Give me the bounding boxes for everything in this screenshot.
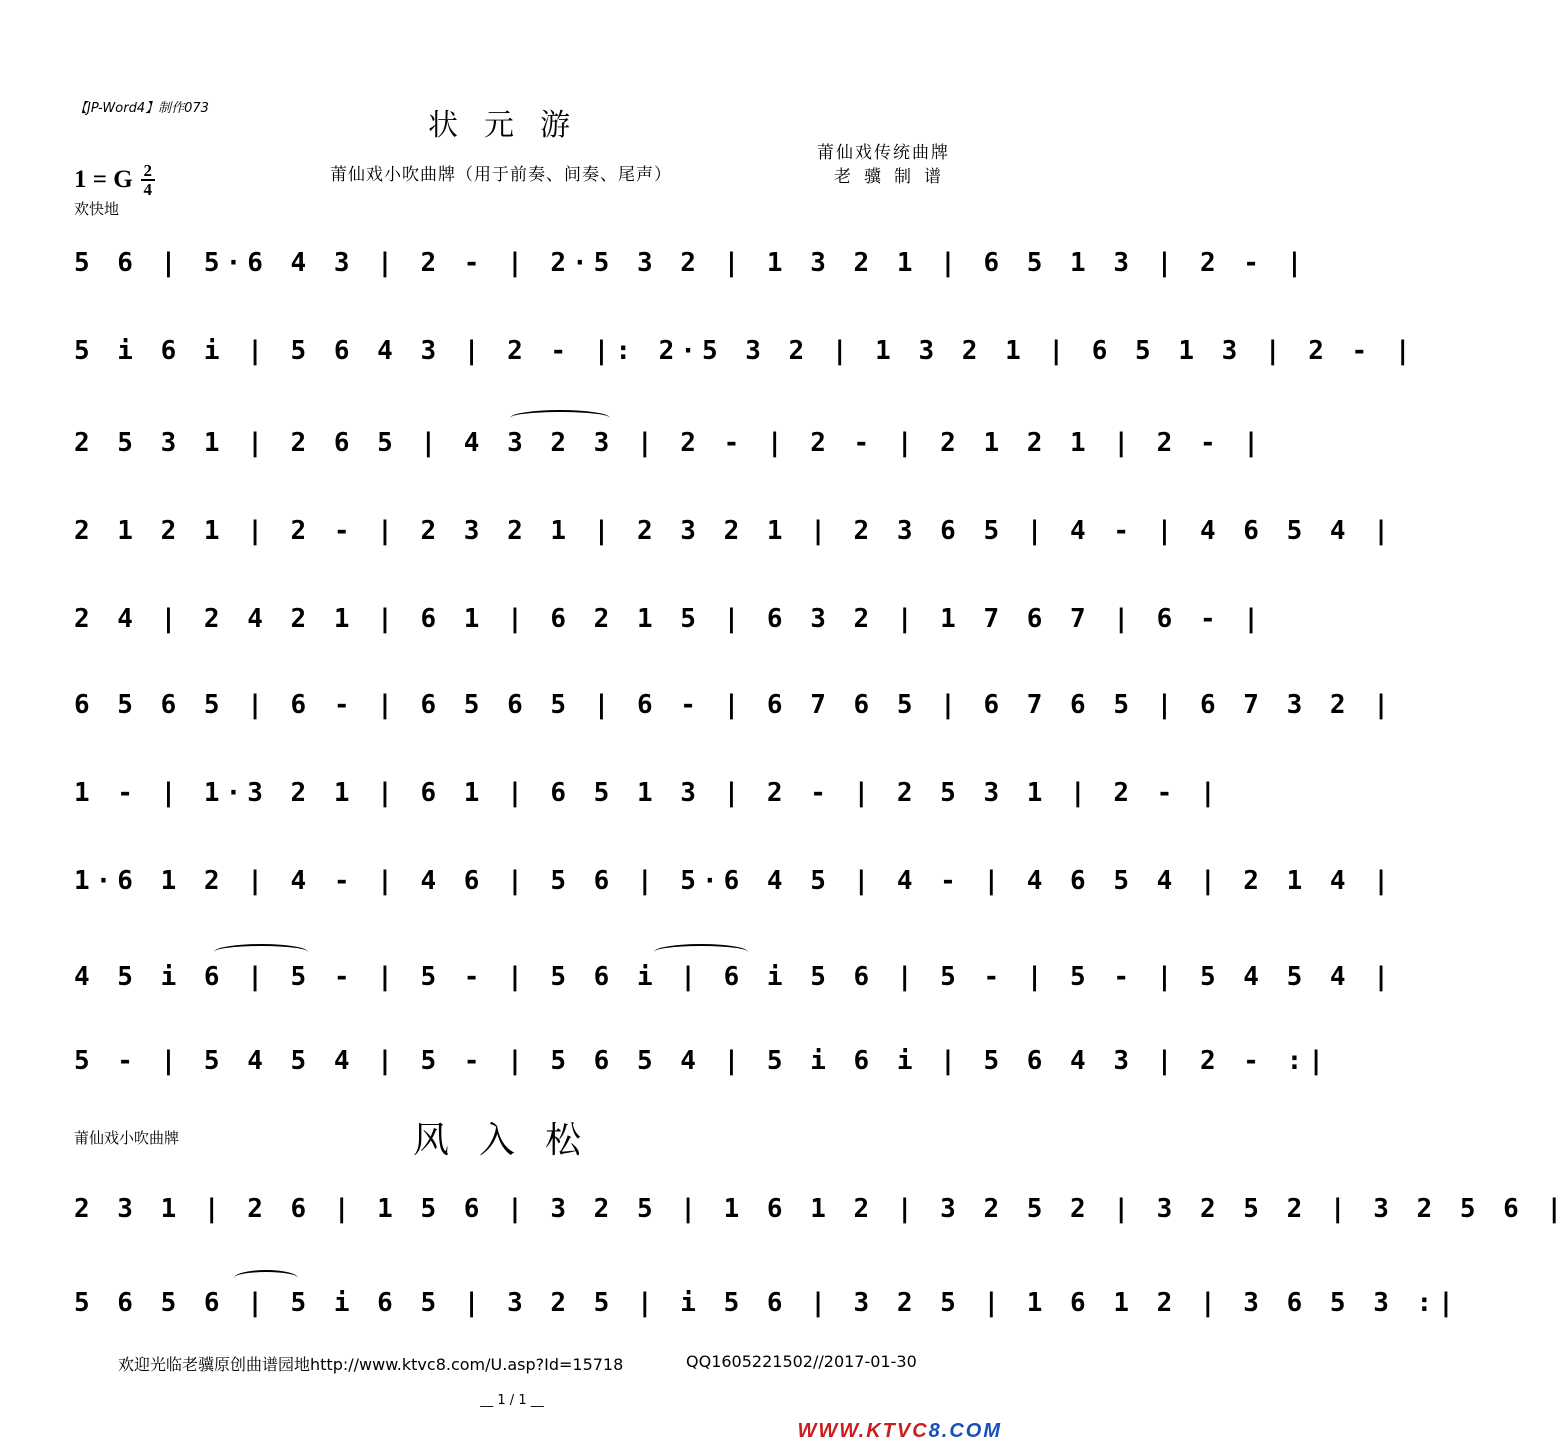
score-line: 5 6 | 5·6 4 3 | 2 - | 2·5 3 2 | 1 3 2 1 | 6 5 1 3 | 2 - | xyxy=(74,248,1309,278)
tie-slur xyxy=(654,944,748,960)
score-line: 5 i 6 i | 5 6 4 3 | 2 - |: 2·5 3 2 | 1 3 2 1 | 6 5 1 3 | 2 - | xyxy=(74,336,1417,366)
section-label: 莆仙戏小吹曲牌 xyxy=(74,1129,180,1147)
score-line: 5 - | 5 4 5 4 | 5 - | 5 6 5 4 | 5 i 6 i | 5 6 4 3 | 2 - :| xyxy=(74,1046,1330,1076)
score-line: 4 5 i 6 | 5 - | 5 - | 5 6 i | 6 i 5 6 | 5 - | 5 - | 5 4 5 4 | xyxy=(74,962,1395,992)
producer-credit: 【JP-Word4】制作073 xyxy=(74,101,209,116)
score-line: 1·6 1 2 | 4 - | 4 6 | 5 6 | 5·6 4 5 | 4 - | 4 6 5 4 | 2 1 4 | xyxy=(74,866,1395,896)
score-line: 2 4 | 2 4 2 1 | 6 1 | 6 2 1 5 | 6 3 2 | 1 7 6 7 | 6 - | xyxy=(74,604,1265,634)
time-signature xyxy=(141,162,155,198)
score-line: 2 1 2 1 | 2 - | 2 3 2 1 | 2 3 2 1 | 2 3 6 5 | 4 - | 4 6 5 4 | xyxy=(74,516,1395,546)
time-bottom: 4 xyxy=(143,180,152,199)
score-row xyxy=(74,600,1265,654)
tempo-marking: 欢快地 xyxy=(74,200,120,218)
score-row xyxy=(74,512,1395,566)
source-credit: 莆仙戏传统曲牌 xyxy=(817,143,950,163)
watermark-main: WWW.KTVC xyxy=(797,1420,929,1442)
watermark-logo xyxy=(798,1420,1003,1443)
score-row xyxy=(74,958,1395,1012)
tie-slur xyxy=(510,410,610,426)
score-row xyxy=(74,774,1222,828)
score-line: 5 6 5 6 | 5 i 6 5 | 3 2 5 | i 5 6 | 3 2 5 | 1 6 1 2 | 3 6 5 3 :| xyxy=(74,1288,1460,1318)
score-line: 2 3 1 | 2 6 | 1 5 6 | 3 2 5 | 1 6 1 2 | 3 2 5 2 | 3 2 5 2 | 3 2 5 6 | xyxy=(74,1194,1568,1224)
section-title: 风入松 xyxy=(412,1120,611,1161)
score-row xyxy=(74,332,1417,386)
score-line: 1 - | 1·3 2 1 | 6 1 | 6 5 1 3 | 2 - | 2 5 3 1 | 2 - | xyxy=(74,778,1222,808)
footer-contact: QQ1605221502//2017-01-30 xyxy=(686,1352,917,1371)
tie-slur xyxy=(234,1270,298,1286)
page-title: 状元游 xyxy=(428,108,596,143)
key-signature xyxy=(74,162,155,198)
time-top: 2 xyxy=(143,161,152,180)
score-row xyxy=(74,424,1265,478)
subtitle: 莆仙戏小吹曲牌（用于前奏、间奏、尾声） xyxy=(330,165,672,185)
key-label: 1 = G xyxy=(74,166,133,193)
score-row xyxy=(74,1042,1330,1096)
footer-link-text: 欢迎光临老骥原创曲谱园地http://www.ktvc8.com/U.asp?Id=15718 xyxy=(118,1355,624,1374)
score-row xyxy=(74,1190,1568,1244)
score-row xyxy=(74,686,1395,740)
score-line: 2 5 3 1 | 2 6 5 | 4 3 2 3 | 2 - | 2 - | 2 1 2 1 | 2 - | xyxy=(74,428,1265,458)
watermark-accent: 8.COM xyxy=(928,1420,1002,1442)
page-number: __ 1 / 1 __ xyxy=(480,1393,544,1408)
arranger-credit: 老骥制谱 xyxy=(834,167,954,187)
score-line: 6 5 6 5 | 6 - | 6 5 6 5 | 6 - | 6 7 6 5 | 6 7 6 5 | 6 7 3 2 | xyxy=(74,690,1395,720)
score-row xyxy=(74,1284,1460,1338)
score-row xyxy=(74,862,1395,916)
tie-slur xyxy=(214,944,308,960)
score-row xyxy=(74,244,1309,298)
